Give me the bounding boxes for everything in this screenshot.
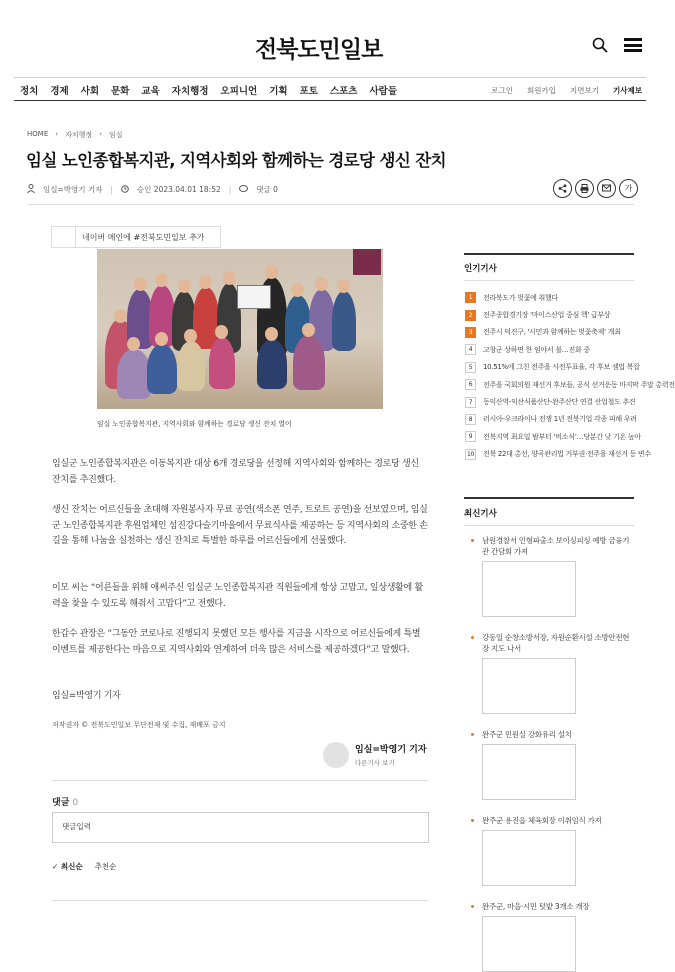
nav-item-culture[interactable]: 문화: [111, 86, 130, 97]
author-name[interactable]: 임실=박영기 기자: [355, 745, 427, 755]
author-other-articles-link[interactable]: 다른기사 보기: [355, 759, 395, 767]
article-photo: [97, 249, 383, 409]
latest-item[interactable]: [471, 632, 636, 714]
search-icon[interactable]: [592, 37, 608, 53]
article-meta: [27, 184, 278, 195]
latest-item[interactable]: [471, 535, 636, 617]
popular-item-title[interactable]: 전주종합경기장 '마이스산업 중심 핵' 급부상: [483, 311, 611, 320]
rank-badge: 3: [465, 327, 476, 338]
share-icon[interactable]: [553, 179, 572, 198]
popular-item[interactable]: [465, 324, 635, 341]
popular-item[interactable]: [465, 289, 635, 306]
wall-frame: [353, 249, 381, 275]
comment-input[interactable]: 댓글입력: [52, 812, 429, 843]
avatar: [323, 742, 349, 768]
popular-list: [465, 289, 675, 463]
popular-item-title[interactable]: 전라북도가 벚꽃에 취했다: [483, 293, 558, 302]
breadcrumb: [27, 130, 122, 140]
rank-badge: 6: [465, 379, 476, 390]
nav-item-opinion[interactable]: 오피니언: [220, 86, 258, 97]
comments-title: 댓글: [52, 798, 70, 808]
comment-sort: [52, 861, 116, 872]
popular-item[interactable]: [465, 306, 635, 323]
sidebar-divider: [464, 253, 634, 255]
latest-item[interactable]: [471, 815, 636, 886]
photo-sign: [237, 285, 271, 309]
latest-item-title[interactable]: 완주군 용진읍 체육회장 이취임식 가져: [471, 815, 636, 826]
divider: [52, 780, 429, 781]
user-icon: [27, 184, 35, 195]
signup-link[interactable]: 회원가입: [527, 86, 557, 95]
site-logo[interactable]: 전북도민일보: [255, 36, 383, 63]
sort-latest-button[interactable]: ✓ 최신순: [52, 862, 83, 871]
latest-item-title[interactable]: 완주군 민원실 강화유리 설치: [471, 729, 636, 740]
latest-item[interactable]: [471, 729, 636, 800]
popular-item[interactable]: [465, 428, 641, 445]
latest-item-title[interactable]: 완주군, 마을·시민 텃밭 3개소 개장: [471, 901, 636, 912]
rank-badge: 1: [465, 292, 476, 303]
rank-badge: 2: [465, 310, 476, 321]
nav-item-education[interactable]: 교육: [141, 86, 160, 97]
nav-item-local-admin[interactable]: 자치행정: [171, 86, 209, 97]
naver-subscribe-button[interactable]: [51, 226, 221, 248]
latest-item-thumbnail[interactable]: [482, 561, 576, 617]
epaper-link[interactable]: 지면보기: [570, 86, 600, 95]
breadcrumb-home[interactable]: HOME: [27, 130, 49, 138]
popular-item-title[interactable]: 전주을 국회의원 재선거 후보들, 공식 선거운동 마지막 주말 총력전: [483, 380, 675, 389]
latest-item[interactable]: [471, 901, 636, 972]
latest-item-thumbnail[interactable]: [482, 744, 576, 800]
email-icon[interactable]: [597, 179, 616, 198]
nav-item-photo[interactable]: 포토: [299, 86, 318, 97]
popular-item-title[interactable]: 10.51%에 그친 전주을 사전투표율, 각 후보 셈법 복잡: [483, 363, 640, 372]
popular-item[interactable]: [465, 376, 675, 393]
popular-item-title[interactable]: 전주시 덕진구, '시민과 함께하는 벚꽃축제' 개최: [483, 328, 621, 337]
nav-utility-links: [491, 85, 642, 96]
comments-count: 0: [72, 798, 79, 808]
copyright-notice: 저작권자 © 전북도민일보 무단전재 및 수집, 재배포 금지: [52, 721, 226, 729]
comments-heading: [52, 795, 78, 808]
popular-item-title[interactable]: 동익산역-익산식품산단-완주산단 연결 산업철도 추진: [483, 398, 636, 407]
latest-item-thumbnail[interactable]: [482, 830, 576, 886]
popular-item[interactable]: [465, 446, 651, 463]
comment-icon: [239, 185, 248, 195]
author-box: [323, 742, 427, 768]
main-nav: [14, 77, 646, 101]
nav-item-sports[interactable]: 스포츠: [329, 86, 358, 97]
popular-item-title[interactable]: 전북 22대 총선, 양곡관리법 거부권·전주을 재선거 등 변수: [483, 450, 651, 459]
nav-item-politics[interactable]: 정치: [20, 86, 39, 97]
latest-item-thumbnail[interactable]: [482, 916, 576, 972]
rank-badge: 4: [465, 344, 476, 355]
latest-title: 최신기사: [464, 509, 497, 519]
hamburger-menu-icon[interactable]: [624, 38, 642, 52]
clock-icon: [121, 185, 129, 195]
latest-item-title[interactable]: 남원경찰서 인형파출소 보이싱피싱 예방 금융기관 간담회 가져: [471, 535, 636, 557]
popular-item-title[interactable]: 전북지역 최요일 밤부터 ‘비소식’…당분간 낮 기온 높아: [483, 432, 641, 441]
sidebar-divider: [464, 525, 634, 526]
nav-item-people[interactable]: 사람들: [369, 86, 398, 97]
popular-item[interactable]: [465, 393, 635, 410]
chevron-right-icon: ›: [55, 130, 59, 138]
naver-logo-icon: [52, 227, 76, 247]
chevron-right-icon: ›: [99, 130, 102, 138]
news-tip-link[interactable]: 기사제보: [613, 86, 642, 95]
latest-item-thumbnail[interactable]: [482, 658, 576, 714]
popular-item[interactable]: [465, 359, 640, 376]
naver-subscribe-label: 네이버 메인에 #전북도민일보 추가: [82, 232, 205, 242]
latest-item-title[interactable]: 강동일 순창소방서장, 자원순환시설 소방안전현장 지도 나서: [471, 632, 636, 654]
rank-badge: 8: [465, 414, 476, 425]
font-size-icon[interactable]: 가: [619, 179, 638, 198]
rank-badge: 7: [465, 397, 476, 408]
rank-badge: 5: [465, 362, 476, 373]
login-link[interactable]: 로그인: [491, 86, 514, 95]
nav-sections: [20, 83, 397, 97]
breadcrumb-subsection[interactable]: 임실: [108, 131, 123, 139]
article-paragraph: 생신 잔치는 어르신들을 초대해 자원봉사자 무료 공연(색소폰 연주, 트로트 공연)을 선보였으며, 임실군 노인종합복지관 후원업체인 섬진강다슬기마을에서 무료식사를 제공하는 등 지역사회의 소중한 손길을 통해 나눔을 실천하는 생신 잔치로 특별한 하루를 어르신들에게 선물했다.: [52, 505, 428, 546]
sidebar-divider: [464, 280, 634, 281]
popular-item[interactable]: [465, 411, 635, 428]
nav-item-economy[interactable]: 경제: [50, 86, 69, 97]
popular-item[interactable]: [465, 341, 635, 358]
rank-badge: 10: [466, 450, 475, 458]
print-icon[interactable]: [575, 179, 594, 198]
photo-caption: 임실 노인종합복지관, 지역사회와 함께하는 경로당 생신 잔치 열어: [97, 420, 292, 428]
divider: [52, 900, 429, 901]
article-byline[interactable]: 임실=박영기 기자: [43, 185, 103, 194]
nav-item-feature[interactable]: 기획: [269, 86, 288, 97]
popular-item-title[interactable]: 러시아-우크라이나 전쟁 1년 전북기업 각종 피해 우려: [483, 415, 637, 424]
meta-divider: |: [110, 185, 113, 194]
article-paragraph: 임실군 노인종합복지관은 이동복지관 대상 6개 경로당을 선정해 지역사회와 함께하는 경로당 생신 잔치를 추진했다.: [52, 459, 419, 485]
share-tools: [553, 179, 638, 198]
article-paragraph: 한갑수 관장은 “그동안 코로나로 진행되지 못했던 모든 행사를 지금을 시작으로 어르신들에게 특별 이벤트를 제공한다는 마음으로 지역사회와 연계하여 더욱 많은 서비스를 제공하겠다”고 말했다.: [52, 629, 421, 655]
article-title: 임실 노인종합복지관, 지역사회와 함께하는 경로당 생신 잔치: [26, 151, 447, 170]
breadcrumb-section[interactable]: 자치행정: [65, 131, 93, 139]
popular-item-title[interactable]: 고창군 상하면 한 임야서 불…진화 중: [483, 345, 590, 354]
divider: [27, 204, 634, 205]
popular-title: 인기기사: [464, 264, 497, 274]
article-paragraph: 이모 씨는 “어른들을 위해 애써주신 임실군 노인종합복지관 직원들에게 항상 고맙고, 일상생활에 활력을 찾을 수 있도록 해줘서 고맙다”고 전했다.: [52, 583, 423, 609]
article-approved-time: 승인 2023.04.01 18:52: [136, 185, 221, 194]
rank-badge: 9: [465, 431, 476, 442]
sidebar-divider: [464, 497, 634, 499]
meta-divider: |: [228, 185, 232, 194]
sort-recommend-button[interactable]: 추천순: [94, 862, 117, 871]
article-paragraph: 임실=박영기 기자: [52, 691, 121, 701]
nav-item-society[interactable]: 사회: [80, 86, 100, 97]
comment-count-link[interactable]: 댓글 0: [256, 185, 278, 194]
